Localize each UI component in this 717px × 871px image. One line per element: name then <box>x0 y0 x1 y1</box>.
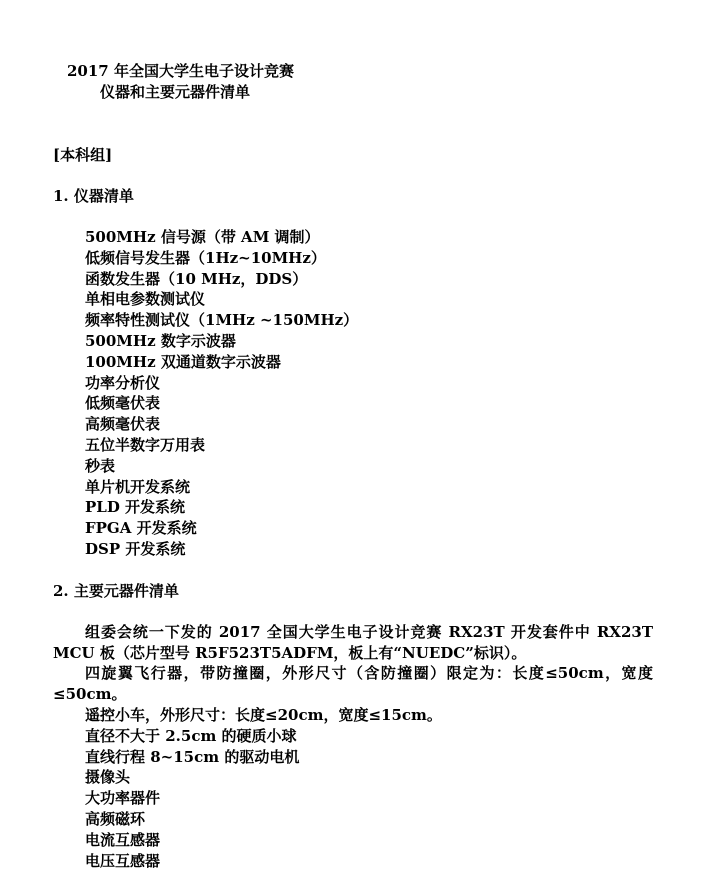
component-item: 电压互感器 <box>85 851 161 870</box>
instrument-item: 500MHz 信号源（带 AM 调制） <box>85 228 320 246</box>
component-item: 大功率器件 <box>85 789 161 808</box>
instrument-item: FPGA 开发系统 <box>85 519 197 538</box>
component-list-heading: 2. 主要元器件清单 <box>53 582 179 600</box>
instrument-item: 低频毫伏表 <box>85 394 161 413</box>
section-label: [本科组] <box>53 146 113 164</box>
component-paragraph-kit: 组委会统一下发的 2017 全国大学生电子设计竞赛 RX23T 开发套件中 RX23T MCU 板（芯片型号 R5F523T5ADFM，板上有“NUEDC”标识）。 <box>53 623 653 662</box>
component-item: 电流互感器 <box>85 830 161 849</box>
instrument-item: 单片机开发系统 <box>85 477 191 496</box>
instrument-item: 秒表 <box>85 456 116 475</box>
component-item: 高频磁环 <box>85 809 146 828</box>
instrument-item: 五位半数字万用表 <box>85 435 206 454</box>
document-title-line2: 仪器和主要元器件清单 <box>100 83 251 101</box>
instrument-item: 功率分析仪 <box>85 373 161 392</box>
component-item: 摄像头 <box>85 768 131 787</box>
instrument-item: 函数发生器（10 MHz，DDS） <box>85 269 308 288</box>
component-list <box>85 705 442 871</box>
instrument-item: 高频毫伏表 <box>85 415 161 434</box>
instrument-item: DSP 开发系统 <box>85 539 186 558</box>
instrument-list <box>85 227 358 560</box>
instrument-list-heading: 1. 仪器清单 <box>53 187 134 205</box>
instrument-item: 频率特性测试仪（1MHz ~150MHz） <box>85 311 359 330</box>
instrument-item: 500MHz 数字示波器 <box>85 331 236 350</box>
instrument-item: 100MHz 双通道数字示波器 <box>85 352 281 371</box>
instrument-item: 低频信号发生器（1Hz~10MHz） <box>85 248 326 267</box>
component-item: 直径不大于 2.5cm 的硬质小球 <box>85 726 297 745</box>
component-item: 遥控小车，外形尺寸：长度≤20cm，宽度≤15cm。 <box>85 706 442 724</box>
document-title-line1: 2017 年全国大学生电子设计竞赛 <box>67 62 294 80</box>
instrument-item: PLD 开发系统 <box>85 498 186 517</box>
component-item: 直线行程 8~15cm 的驱动电机 <box>85 747 300 766</box>
instrument-item: 单相电参数测试仪 <box>85 290 206 309</box>
component-paragraph-quadcopter: 四旋翼飞行器，带防撞圈，外形尺寸（含防撞圈）限定为：长度≤50cm，宽度≤50cm。 <box>53 664 653 703</box>
